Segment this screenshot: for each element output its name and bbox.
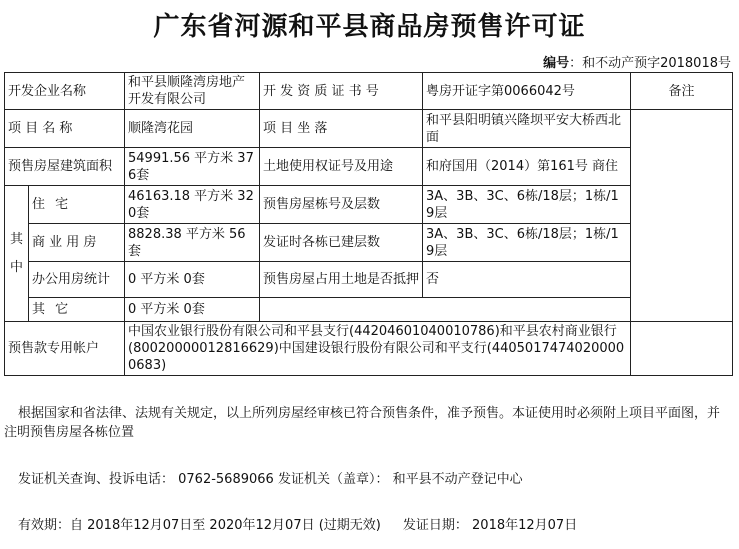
project-label: 项 目 名 称 xyxy=(5,110,125,148)
table-row xyxy=(5,322,733,376)
remark-cell xyxy=(631,110,733,322)
table-row xyxy=(5,110,733,148)
other-label: 其 它 xyxy=(29,298,125,322)
location-label: 项 目 坐 落 xyxy=(260,110,423,148)
mortgage-label: 预售房屋占用土地是否抵押 xyxy=(260,262,423,298)
area-value: 54991.56 平方米 376套 xyxy=(125,148,260,186)
built-label: 发证时各栋已建层数 xyxy=(260,224,423,262)
table-row xyxy=(5,148,733,186)
cert-label: 开 发 资 质 证 书 号 xyxy=(260,73,423,110)
table-row xyxy=(5,186,733,224)
other-value: 0 平方米 0套 xyxy=(125,298,260,322)
account-label: 预售款专用帐户 xyxy=(5,322,125,376)
table-row xyxy=(5,73,733,110)
number-value: ：和不动产预字2018018号 xyxy=(569,56,731,71)
permit-table xyxy=(4,72,733,376)
complaint-hotline: 发证机关查询、投诉电话： 0762-5689066 xyxy=(18,472,274,487)
issuing-authority: 发证机关（盖章）： 和平县不动产登记中心 xyxy=(277,472,523,487)
office-label: 办公用房统计 xyxy=(29,262,125,298)
mortgage-value: 否 xyxy=(423,262,631,298)
certificate-number xyxy=(543,52,731,71)
cert-value: 粤房开证字第0066042号 xyxy=(423,73,631,110)
landcert-label: 土地使用权证号及用途 xyxy=(260,148,423,186)
table-row xyxy=(5,298,733,322)
document-title: 广东省河源和平县商品房预售许可证 xyxy=(153,12,586,42)
residential-value: 46163.18 平方米 320套 xyxy=(125,186,260,224)
approval-statement: 根据国家和省法律、法规有关规定，以上所列房屋经审核已符合预售条件，准予预售。本证使用时必须附上项目平面图，并注明预售房屋各栋位置 xyxy=(4,406,721,440)
office-value: 0 平方米 0套 xyxy=(125,262,260,298)
developer-label: 开发企业名称 xyxy=(5,73,125,110)
remark-label: 备注 xyxy=(631,73,733,110)
number-label: 编号 xyxy=(543,56,570,71)
building-label: 预售房屋栋号及层数 xyxy=(260,186,423,224)
commercial-label: 商 业 用 房 xyxy=(29,224,125,262)
built-value: 3A、3B、3C、6栋/18层；1栋/19层 xyxy=(423,224,631,262)
landcert-value: 和府国用（2014）第161号 商住 xyxy=(423,148,631,186)
project-value: 顺隆湾花园 xyxy=(125,110,260,148)
among-label: 其中 xyxy=(5,186,29,322)
building-value: 3A、3B、3C、6栋/18层；1栋/19层 xyxy=(423,186,631,224)
area-label: 预售房屋建筑面积 xyxy=(5,148,125,186)
validity-period: 有效期：自 2018年12月07日至 2020年12月07日 (过期无效) xyxy=(18,518,381,533)
table-row xyxy=(5,262,733,298)
issue-date: 发证日期： 2018年12月07日 xyxy=(402,518,578,533)
commercial-value: 8828.38 平方米 56套 xyxy=(125,224,260,262)
table-row xyxy=(5,224,733,262)
account-remark-cell xyxy=(631,322,733,376)
account-value: 中国农业银行股份有限公司和平县支行(44204601040010786)和平县农村商业银行(80020000012816629)中国建设银行股份有限公司和平支行(44050174740200000683) xyxy=(125,322,631,376)
contact-line xyxy=(18,470,739,489)
developer-value: 和平县顺隆湾房地产开发有限公司 xyxy=(125,73,260,110)
residential-label: 住 宅 xyxy=(29,186,125,224)
empty-cell xyxy=(260,298,631,322)
validity-line xyxy=(18,516,739,535)
location-value: 和平县阳明镇兴隆坝平安大桥西北面 xyxy=(423,110,631,148)
